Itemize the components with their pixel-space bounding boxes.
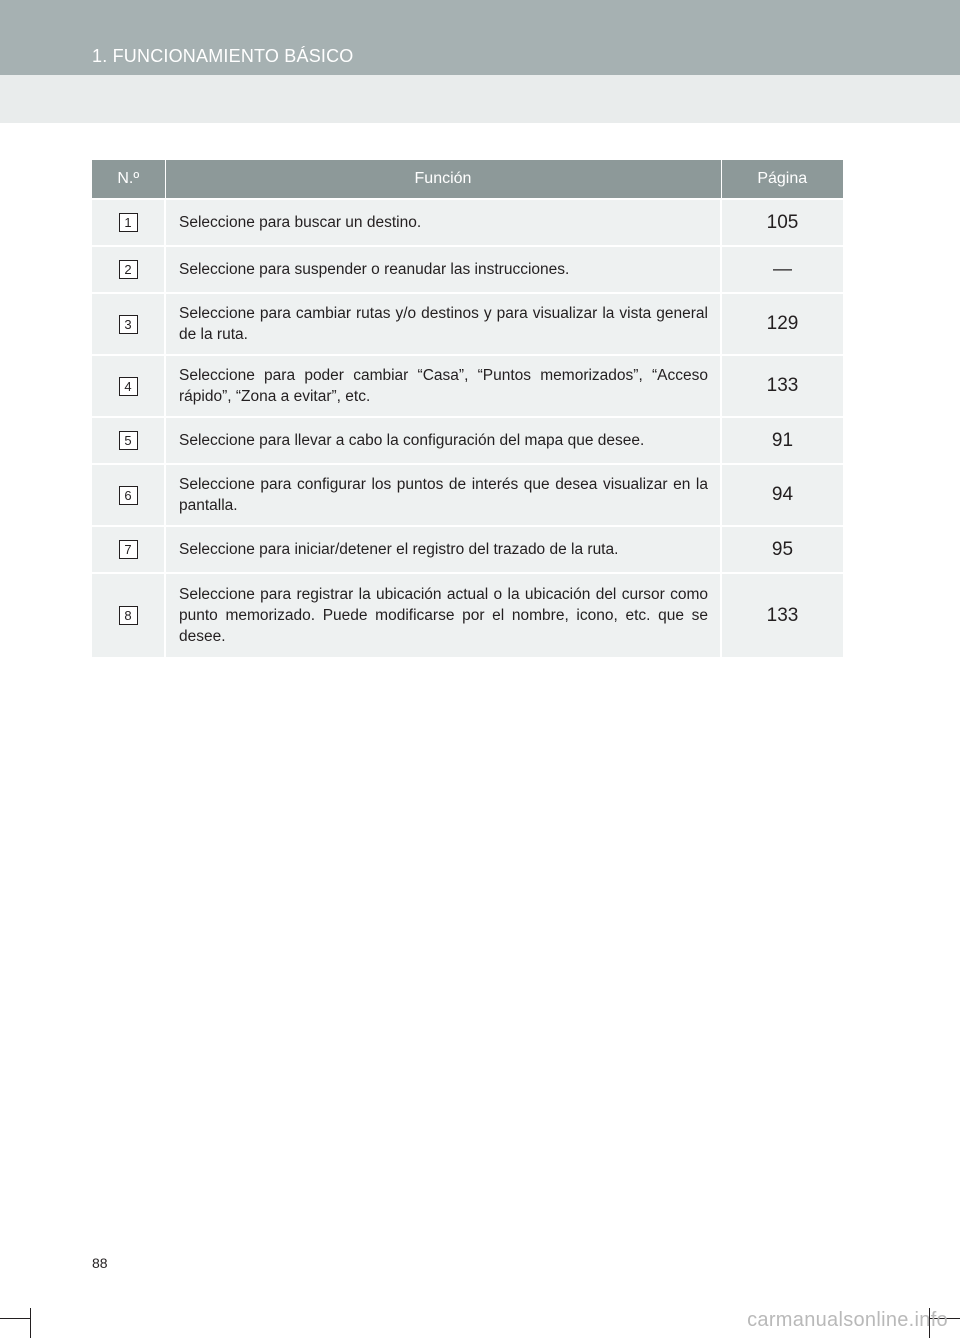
row-number-cell: [92, 526, 165, 573]
row-function-text: Seleccione para iniciar/detener el registro del trazado de la ruta.: [165, 526, 721, 573]
row-function-text: Seleccione para suspender o reanudar las instrucciones.: [165, 246, 721, 293]
row-page-ref: 133: [721, 355, 843, 417]
number-box: 8: [119, 606, 138, 625]
table-row: [92, 293, 843, 355]
crop-mark: [0, 1318, 30, 1319]
table-row: [92, 526, 843, 573]
row-number-cell: [92, 464, 165, 526]
row-number-cell: [92, 355, 165, 417]
row-page-ref: 133: [721, 573, 843, 657]
table-header-row: [92, 160, 843, 199]
table-row: [92, 199, 843, 246]
row-function-text: Seleccione para registrar la ubicación actual o la ubicación del cursor como punto memorizado. Puede modificarse por el nombre, icono, etc. que se desee.: [165, 573, 721, 657]
table-row: [92, 464, 843, 526]
table-row: [92, 246, 843, 293]
table-row: [92, 355, 843, 417]
crop-mark: [30, 1308, 31, 1338]
row-number-cell: [92, 573, 165, 657]
row-function-text: Seleccione para buscar un destino.: [165, 199, 721, 246]
row-page-ref: 91: [721, 417, 843, 464]
row-page-ref: —: [721, 246, 843, 293]
number-box: 6: [119, 486, 138, 505]
row-function-text: Seleccione para cambiar rutas y/o destinos y para visualizar la vista general de la ruta.: [165, 293, 721, 355]
page-number: 88: [92, 1255, 108, 1271]
table-row: [92, 417, 843, 464]
number-box: 4: [119, 377, 138, 396]
table-row: [92, 573, 843, 657]
row-number-cell: [92, 417, 165, 464]
row-function-text: Seleccione para llevar a cabo la configuración del mapa que desee.: [165, 417, 721, 464]
column-header-number: N.º: [92, 160, 165, 199]
number-box: 5: [119, 431, 138, 450]
number-box: 3: [119, 315, 138, 334]
number-box: 2: [119, 260, 138, 279]
row-number-cell: [92, 246, 165, 293]
column-header-function: Función: [165, 160, 721, 199]
section-title: 1. FUNCIONAMIENTO BÁSICO: [92, 46, 354, 66]
row-page-ref: 94: [721, 464, 843, 526]
header-band: [0, 75, 960, 123]
column-header-page: Página: [721, 160, 843, 199]
row-function-text: Seleccione para poder cambiar “Casa”, “Puntos memorizados”, “Acceso rápido”, “Zona a evitar”, etc.: [165, 355, 721, 417]
row-number-cell: [92, 199, 165, 246]
row-page-ref: 95: [721, 526, 843, 573]
row-function-text: Seleccione para configurar los puntos de interés que desea visualizar en la pantalla.: [165, 464, 721, 526]
number-box: 1: [119, 213, 138, 232]
watermark: carmanualsonline.info: [747, 1309, 948, 1331]
row-number-cell: [92, 293, 165, 355]
number-box: 7: [119, 540, 138, 559]
row-page-ref: 129: [721, 293, 843, 355]
row-page-ref: 105: [721, 199, 843, 246]
function-table: [92, 160, 843, 657]
